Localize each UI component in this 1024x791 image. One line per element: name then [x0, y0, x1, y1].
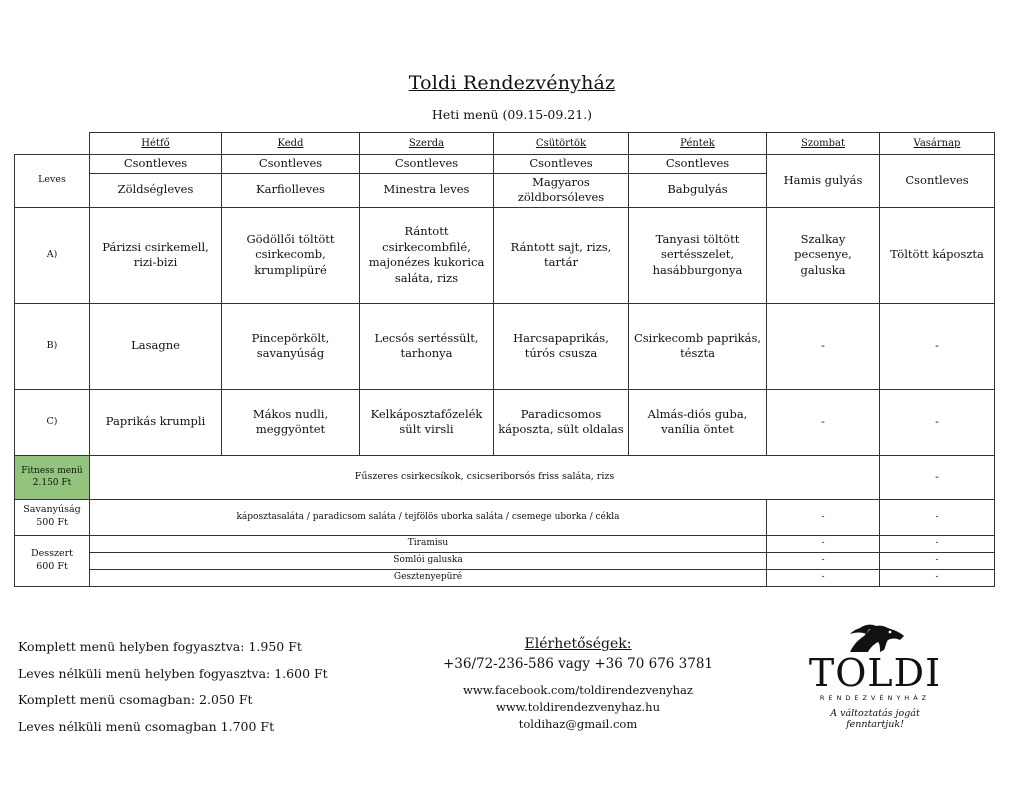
dessert-price: 600 Ft — [36, 560, 68, 572]
menu-b-tuesday: Pincepörkölt, savanyúság — [222, 303, 360, 389]
dessert-2-saturday: - — [767, 552, 880, 569]
fitness-name: Fitness menü — [21, 465, 83, 476]
day-header-wednesday: Szerda — [360, 133, 494, 155]
soup1-thursday: Csontleves — [494, 155, 629, 174]
weekly-menu-table — [14, 132, 995, 587]
menu-a-tuesday: Gödöllői töltött csirkecomb, krumplipüré — [222, 207, 360, 303]
pickles-item: káposztasaláta / paradicsom saláta / tejfölös uborka saláta / csemege uborka / cékla — [90, 499, 767, 535]
menu-b-saturday: - — [767, 303, 880, 389]
price-line-2: Leves nélküli menü helyben fogyasztva: 1.600 Ft — [18, 665, 328, 681]
dessert-row-2 — [15, 552, 995, 569]
fitness-row — [15, 455, 995, 499]
menu-b-monday: Lasagne — [90, 303, 222, 389]
dessert-name: Desszert — [31, 547, 73, 559]
menu-b-thursday: Harcsapaprikás, túrós csusza — [494, 303, 629, 389]
menu-c-tuesday: Mákos nudli, meggyöntet — [222, 389, 360, 455]
day-header-friday: Péntek — [629, 133, 767, 155]
menu-b-row — [15, 303, 995, 389]
dessert-2-sunday: - — [880, 552, 995, 569]
day-header-saturday: Szombat — [767, 133, 880, 155]
pickles-name: Savanyúság — [23, 504, 81, 516]
soup1-wednesday: Csontleves — [360, 155, 494, 174]
soup1-monday: Csontleves — [90, 155, 222, 174]
menu-b-wednesday: Lecsós sertéssült, tarhonya — [360, 303, 494, 389]
contact-website[interactable]: www.toldirendezvenyhaz.hu — [495, 700, 660, 714]
soup2-friday: Babgulyás — [629, 173, 767, 207]
dessert-label — [15, 535, 90, 586]
pickles-sunday: - — [880, 499, 995, 535]
dessert-1-saturday: - — [767, 535, 880, 552]
dessert-item-2: Somlói galuska — [90, 552, 767, 569]
pickles-price: 500 Ft — [36, 517, 68, 529]
pickles-saturday: - — [767, 499, 880, 535]
menu-c-row — [15, 389, 995, 455]
soup2-thursday: Magyaros zöldborsóleves — [494, 173, 629, 207]
menu-b-friday: Csirkecomb paprikás, tészta — [629, 303, 767, 389]
menu-c-wednesday: Kelkáposztafőzelék sült virsli — [360, 389, 494, 455]
pickles-row — [15, 499, 995, 535]
soup2-monday: Zöldségleves — [90, 173, 222, 207]
price-line-4: Leves nélküli menü csomagban 1.700 Ft — [18, 718, 275, 734]
price-line-1: Komplett menü helyben fogyasztva: 1.950 Ft — [18, 639, 302, 654]
soup-label: Leves — [15, 155, 90, 208]
corner-cell — [15, 133, 90, 155]
menu-a-friday: Tanyasi töltött sertésszelet, hasábburgonya — [629, 207, 767, 303]
menu-b-label: B) — [15, 303, 90, 389]
menu-c-label: C) — [15, 389, 90, 455]
menu-a-sunday: Töltött káposzta — [880, 207, 995, 303]
soup1-friday: Csontleves — [629, 155, 767, 174]
contact-facebook[interactable]: www.facebook.com/toldirendezvenyhaz — [463, 683, 693, 697]
price-list — [18, 634, 328, 740]
day-header-monday: Hétfő — [90, 133, 222, 155]
day-header-thursday: Csütörtök — [494, 133, 629, 155]
dessert-3-sunday: - — [880, 569, 995, 586]
day-header-sunday: Vasárnap — [880, 133, 995, 155]
dessert-row-1 — [15, 535, 995, 552]
soup-row-1 — [15, 155, 995, 174]
soup2-wednesday: Minestra leves — [360, 173, 494, 207]
contact-phone: +36/72-236-586 vagy +36 70 676 3781 — [442, 656, 714, 672]
dessert-item-1: Tiramisu — [90, 535, 767, 552]
menu-a-wednesday: Rántott csirkecombfilé, majonézes kukorica saláta, rizs — [360, 207, 494, 303]
menu-a-row — [15, 207, 995, 303]
disclaimer-note: A változtatás jogát fenntartjuk! — [830, 708, 920, 730]
logo-brand: TOLDI — [808, 651, 942, 695]
menu-b-sunday: - — [880, 303, 995, 389]
fitness-sunday: - — [880, 455, 995, 499]
fitness-price: 2.150 Ft — [32, 478, 72, 489]
soup1-tuesday: Csontleves — [222, 155, 360, 174]
fitness-label — [15, 455, 90, 499]
menu-a-monday: Párizsi csirkemell, rizi-bizi — [90, 207, 222, 303]
day-header-row — [15, 133, 995, 155]
menu-c-saturday: - — [767, 389, 880, 455]
menu-c-friday: Almás-diós guba, vanília öntet — [629, 389, 767, 455]
page-subtitle: Heti menü (09.15-09.21.) — [431, 107, 593, 122]
price-line-3: Komplett menü csomagban: 2.050 Ft — [18, 692, 253, 707]
menu-a-label: A) — [15, 207, 90, 303]
soup2-tuesday: Karfiolleves — [222, 173, 360, 207]
contact-block — [428, 636, 728, 733]
dessert-item-3: Gesztenyepüré — [90, 569, 767, 586]
menu-a-thursday: Rántott sajt, rizs, tartár — [494, 207, 629, 303]
logo-subtitle: RENDEZVÉNYHÁZ — [819, 694, 931, 702]
menu-a-saturday: Szalkay pecsenye, galuska — [767, 207, 880, 303]
pickles-label — [15, 499, 90, 535]
toldi-logo — [800, 622, 950, 730]
dessert-3-saturday: - — [767, 569, 880, 586]
contact-heading: Elérhetőségek: — [524, 636, 632, 652]
soup-saturday: Hamis gulyás — [767, 155, 880, 208]
day-header-tuesday: Kedd — [222, 133, 360, 155]
contact-email[interactable]: toldihaz@gmail.com — [518, 717, 638, 731]
menu-c-monday: Paprikás krumpli — [90, 389, 222, 455]
menu-c-thursday: Paradicsomos káposzta, sült oldalas — [494, 389, 629, 455]
dessert-1-sunday: - — [880, 535, 995, 552]
page-title: Toldi Rendezvényház — [408, 72, 616, 94]
dessert-row-3 — [15, 569, 995, 586]
soup-sunday: Csontleves — [880, 155, 995, 208]
fitness-item: Fűszeres csirkecsíkok, csicseriborsós friss saláta, rizs — [90, 455, 880, 499]
menu-c-sunday: - — [880, 389, 995, 455]
